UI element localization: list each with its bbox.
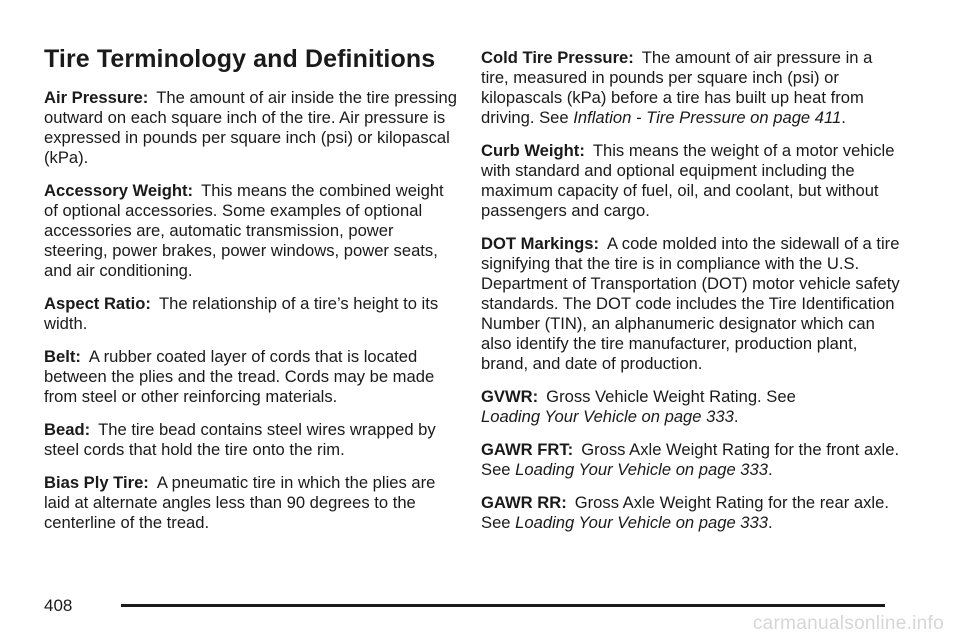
definition-entry — [44, 347, 459, 407]
definition-term: GAWR RR: — [481, 493, 567, 512]
definition-text: The amount of air pressure in a tire, measured in pounds per square inch (psi) or kilopascals (kPa) before a tire has built up heat from driving. See — [481, 48, 873, 127]
definition-term: Cold Tire Pressure: — [481, 48, 634, 67]
footer-rule — [121, 604, 885, 607]
definition-entry-cold-tire-pressure — [481, 48, 901, 128]
definition-term: GAWR FRT: — [481, 440, 574, 459]
definition-term: Bead: — [44, 420, 91, 439]
watermark-text: carmanualsonline.info — [752, 613, 944, 634]
definition-entry — [44, 420, 459, 460]
definition-text: A pneumatic tire in which the plies are laid at alternate angles less than 90 degrees to the centerline of the tread. — [44, 473, 436, 532]
definition-entry-dot-markings — [481, 234, 901, 374]
definition-text: This means the weight of a motor vehicle with standard and optional equipment including the maximum capacity of fuel, oil, and coolant, but without passengers and cargo. — [481, 141, 895, 220]
definition-entry-curb-weight — [481, 141, 901, 221]
definition-entry — [44, 294, 459, 334]
page-reference-link[interactable]: Inflation - Tire Pressure on page 411 — [573, 108, 842, 127]
definition-text: The amount of air inside the tire pressing outward on each square inch of the tire. Air pressure is expressed in pounds per square inch (psi) or kilopascal (kPa). — [44, 88, 457, 167]
definition-end: . — [733, 407, 739, 426]
definition-entry-gawr-rr — [481, 493, 901, 533]
page-number: 408 — [44, 596, 73, 615]
right-column — [481, 48, 901, 546]
definition-end: . — [767, 460, 773, 479]
definition-text: Gross Axle Weight Rating for the rear axle. See — [481, 493, 889, 532]
page-reference-link[interactable]: Loading Your Vehicle on page 333 — [515, 513, 768, 532]
definition-term: Aspect Ratio: — [44, 294, 151, 313]
definition-text: A code molded into the sidewall of a tire signifying that the tire is in compliance with the U.S. Department of Transportation (DOT) motor vehicle safety standards. The DOT code includes the Tire Identification Number (TIN), an alphanumeric designator which can also identify the tire manufacturer, production plant, brand, and date of production. — [481, 234, 900, 373]
definition-text: The tire bead contains steel wires wrapped by steel cords that hold the tire onto the rim. — [44, 420, 436, 459]
definition-entry — [44, 181, 459, 281]
definition-text: Gross Vehicle Weight Rating. See — [546, 387, 796, 406]
page-reference-link[interactable]: Loading Your Vehicle on page 333 — [481, 407, 734, 426]
definition-entry-gvwr — [481, 387, 901, 427]
definition-text: Gross Axle Weight Rating for the front axle. See — [481, 440, 900, 479]
definition-term: Curb Weight: — [481, 141, 585, 160]
definition-entry — [44, 88, 459, 168]
definition-end: . — [767, 513, 773, 532]
page-title: Tire Terminology and Definitions — [44, 45, 436, 73]
definition-entry — [44, 473, 459, 533]
left-column — [44, 88, 459, 546]
definition-text: A rubber coated layer of cords that is located between the plies and the tread. Cords may be made from steel or other reinforcing materials. — [44, 347, 435, 406]
definition-term: Air Pressure: — [44, 88, 149, 107]
definition-entry-gawr-frt — [481, 440, 901, 480]
definition-term: GVWR: — [481, 387, 539, 406]
definition-end: . — [841, 108, 846, 127]
definition-term: Accessory Weight: — [44, 181, 194, 200]
definition-text: This means the combined weight of optional accessories. Some examples of optional accessories are, automatic transmission, power steering, power brakes, power windows, power seats, and air conditioning. — [44, 181, 444, 280]
definition-term: Bias Ply Tire: — [44, 473, 149, 492]
page-reference-link[interactable]: Loading Your Vehicle on page 333 — [515, 460, 768, 479]
definition-term: DOT Markings: — [481, 234, 600, 253]
definition-term: Belt: — [44, 347, 81, 366]
definition-text: The relationship of a tire’s height to its width. — [44, 294, 439, 333]
